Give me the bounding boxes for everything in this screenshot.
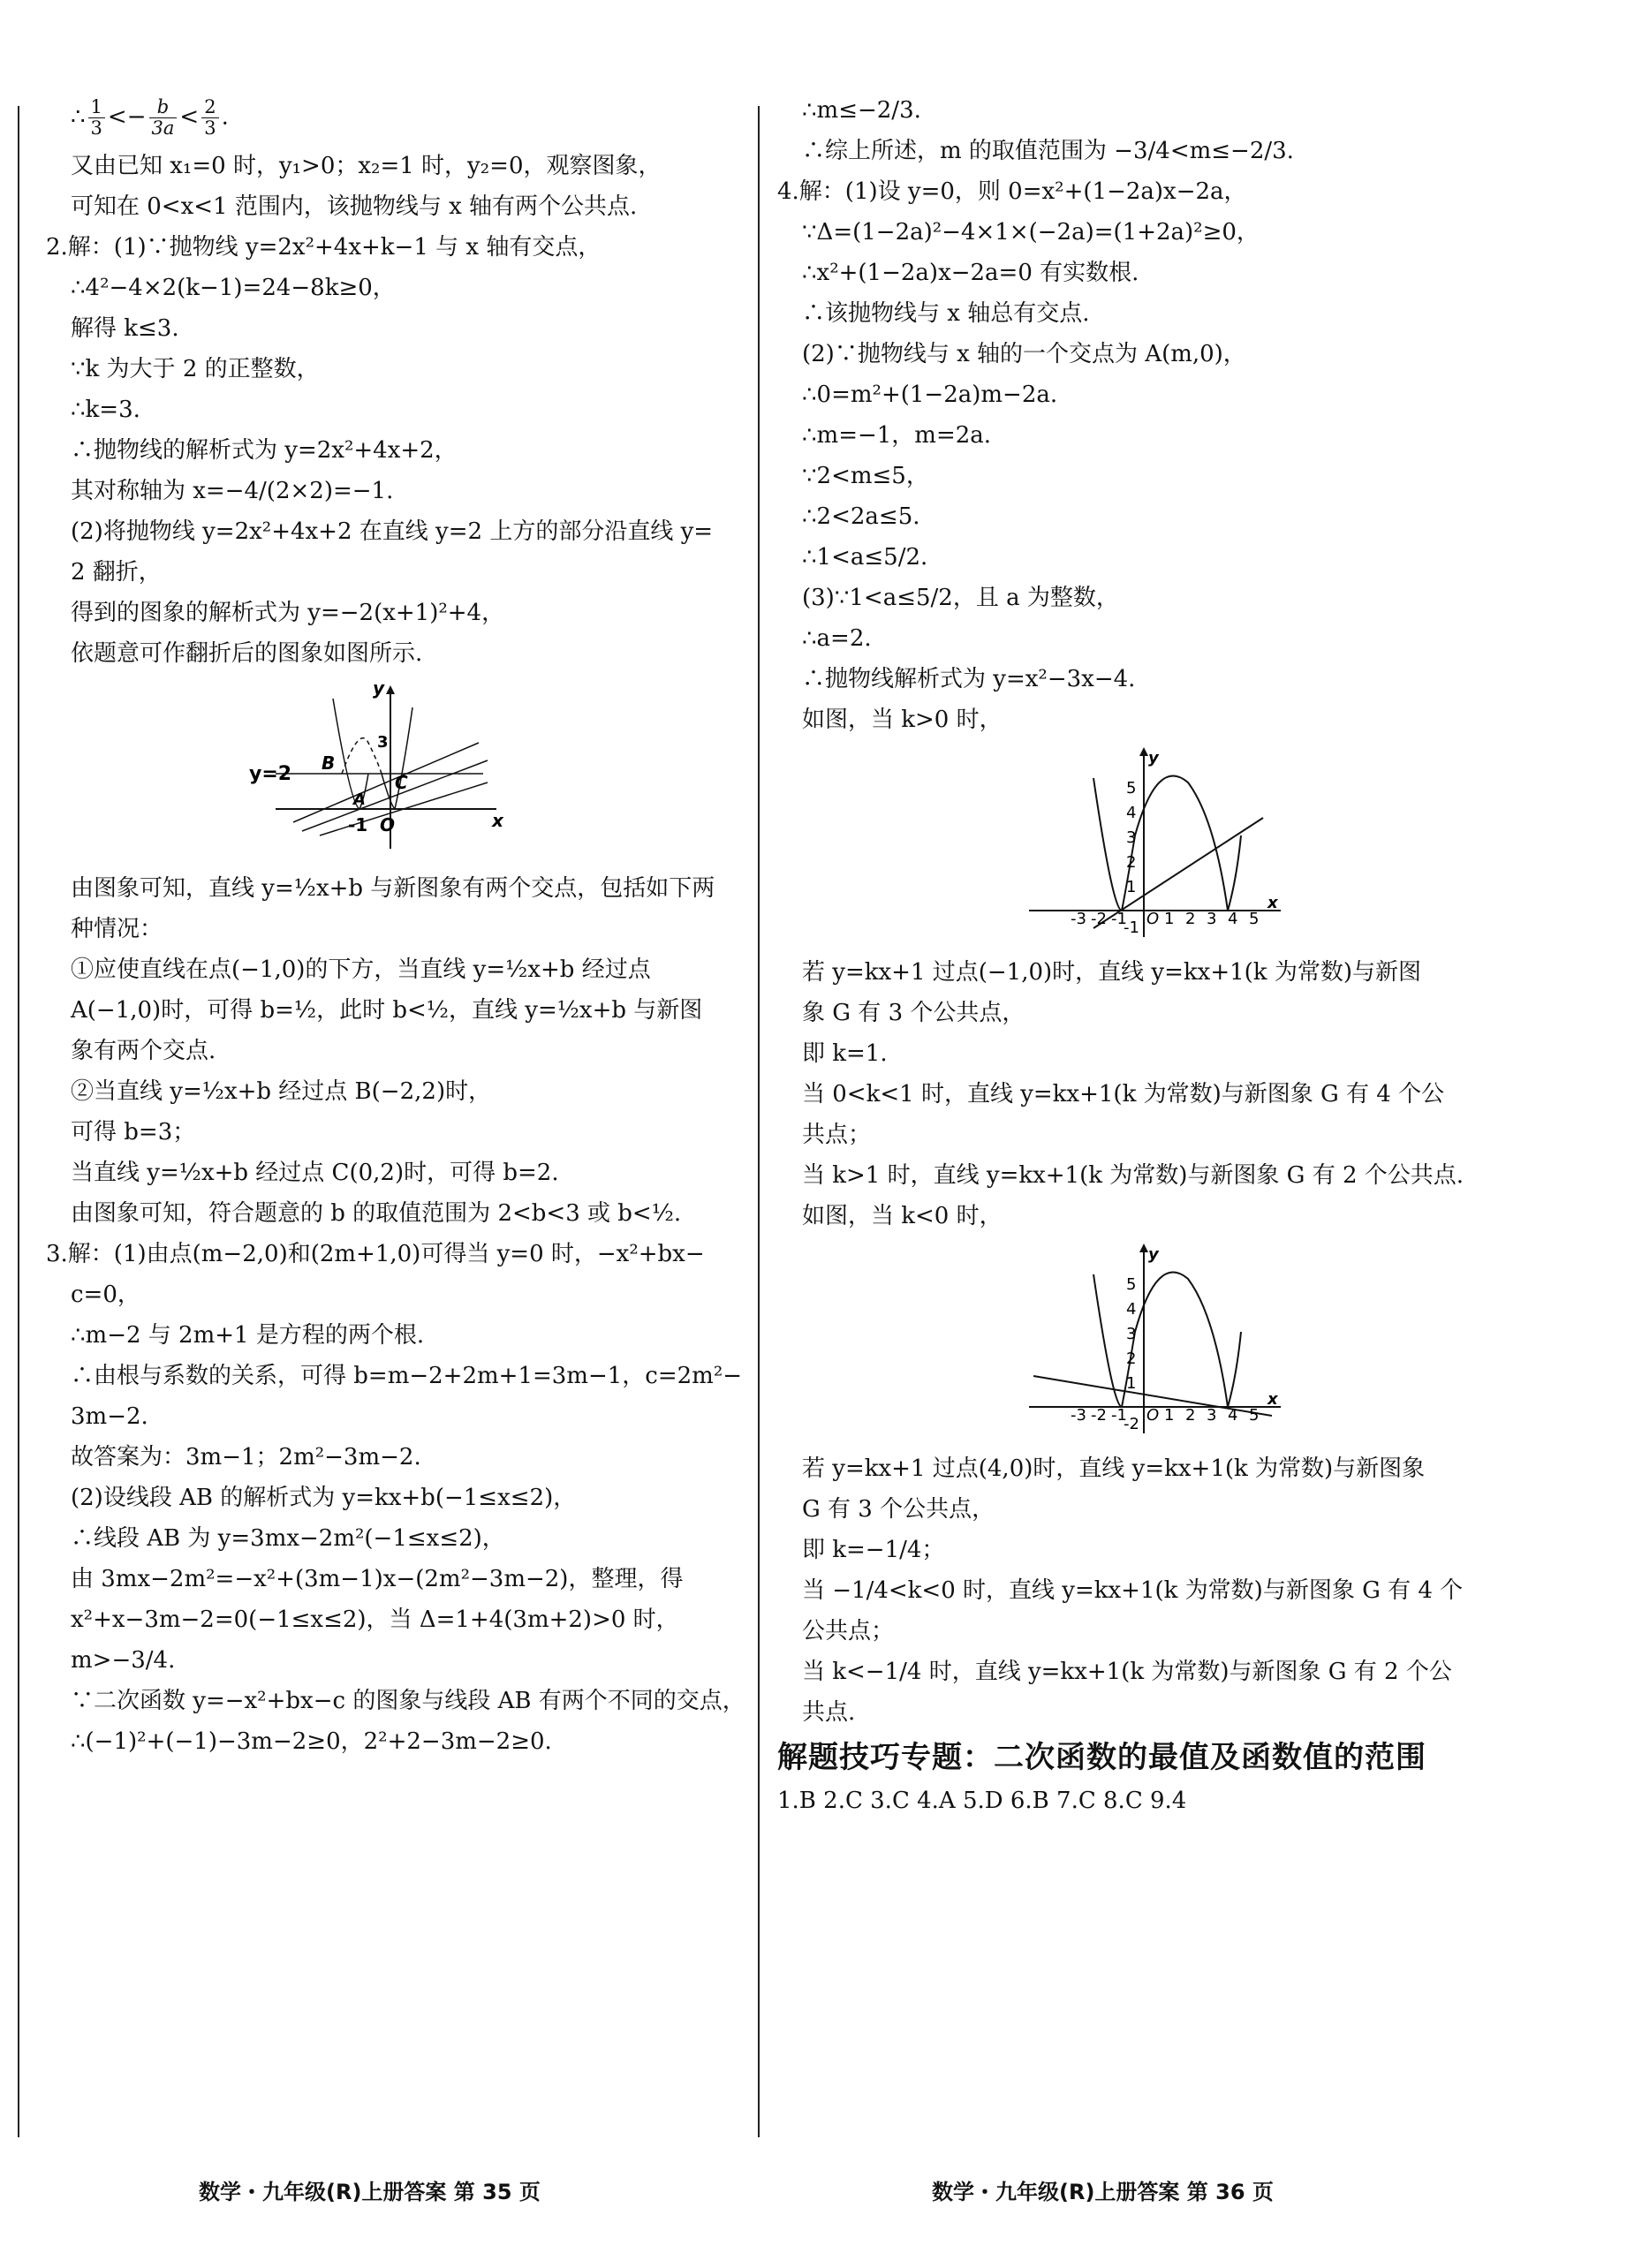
text-line: 可知在 0<x<1 范围内，该抛物线与 x 轴有两个公共点.: [71, 193, 638, 220]
text-line: 象 G 有 3 个公共点，: [802, 1000, 1025, 1026]
text-line: 即 k=1.: [802, 1040, 888, 1067]
text-line: ∴1<a≤5/2.: [802, 544, 928, 571]
text-line: 依题意可作翻折后的图象如图所示.: [71, 640, 423, 667]
tick-x: 1: [1164, 1406, 1175, 1425]
text-line: 若 y=kx+1 过点(−1,0)时，直线 y=kx+1(k 为常数)与新图: [802, 959, 1421, 986]
text-line: G 有 3 个公共点，: [802, 1496, 995, 1523]
tick-y: 5: [1126, 1275, 1137, 1294]
text-line: 又由已知 x₁=0 时，y₁>0；x₂=1 时，y₂=0，观察图象，: [71, 153, 662, 179]
text-line: 故答案为：3m−1；2m²−3m−2.: [71, 1444, 421, 1470]
text-line: 象有两个交点.: [71, 1038, 216, 1064]
text-line: ∵2<m≤5，: [802, 463, 929, 489]
tick-y: 1: [1126, 1374, 1137, 1393]
footer-right: 数学・九年级(R)上册答案 第 36 页: [932, 2180, 1274, 2204]
text-line: 当 k<−1/4 时，直线 y=kx+1(k 为常数)与新图象 G 有 2 个公: [802, 1659, 1452, 1685]
tick-x: O: [1146, 910, 1160, 928]
tick-y: 1: [1126, 878, 1137, 896]
tick-x: 5: [1249, 1406, 1260, 1425]
text-line: ∴综上所述，m 的取值范围为 −3/4<m≤−2/3.: [802, 138, 1294, 164]
tick-x: -3: [1071, 1406, 1086, 1425]
topic-title: 解题技巧专题：二次函数的最值及函数值的范围: [777, 1740, 1426, 1775]
text-line: ∴k=3.: [71, 397, 140, 423]
tick-y: 2: [1126, 1349, 1137, 1368]
label-c: C: [395, 772, 408, 793]
tick-y: -1: [1124, 919, 1139, 937]
text-line: ①应使直线在点(−1,0)的下方，当直线 y=½x+b 经过点: [71, 956, 651, 983]
tick-x: 3: [1207, 1406, 1217, 1425]
text-line: 2 翻折，: [71, 559, 162, 586]
text-line: 当 k>1 时，直线 y=kx+1(k 为常数)与新图象 G 有 2 个公共点.: [802, 1162, 1464, 1189]
tick-x: -2: [1091, 1406, 1107, 1425]
tick-x: 4: [1228, 910, 1238, 928]
text-line: 由 3mx−2m²=−x²+(3m−1)x−(2m²−3m−2)，整理，得: [71, 1566, 684, 1592]
text-line: 共点；: [802, 1122, 872, 1148]
text-line: 3m−2.: [71, 1403, 148, 1430]
text-line: (3)∵1<a≤5/2，且 a 为整数，: [802, 585, 1119, 611]
text-line: 公共点；: [802, 1618, 895, 1644]
text-line: ∴线段 AB 为 y=3mx−2m²(−1≤x≤2)，: [71, 1525, 505, 1552]
text-line: 可得 b=3；: [71, 1119, 196, 1145]
column-divider: [758, 106, 760, 2137]
tick-y: -2: [1124, 1415, 1139, 1433]
answer-line: 1.B 2.C 3.C 4.A 5.D 6.B 7.C 8.C 9.4: [777, 1788, 1187, 1814]
tick-x: O: [1146, 1406, 1160, 1425]
text-line: 当 −1/4<k<0 时，直线 y=kx+1(k 为常数)与新图象 G 有 4 个: [802, 1577, 1464, 1604]
tick-y: 4: [1126, 1300, 1137, 1319]
tick-y: 3: [1126, 828, 1137, 847]
text-line: 如图，当 k>0 时，: [802, 707, 1003, 733]
axis-x: x: [1267, 1390, 1278, 1409]
figure-folded-parabola: [249, 681, 514, 858]
text-line: 得到的图象的解析式为 y=−2(x+1)²+4，: [71, 600, 505, 626]
tick-x: 2: [1185, 1406, 1196, 1425]
text-line: ∴由根与系数的关系，可得 b=m−2+2m+1=3m−1，c=2m²−: [71, 1363, 743, 1389]
tick-x: 2: [1185, 910, 1196, 928]
right-column: [777, 97, 1510, 1828]
label-y: y: [373, 681, 385, 699]
text-line: ∴0=m²+(1−2a)m−2a.: [802, 382, 1058, 408]
text-line: (2)设线段 AB 的解析式为 y=kx+b(−1≤x≤2)，: [71, 1485, 577, 1511]
tick-y: 2: [1126, 853, 1137, 872]
text-line: ∴(−1)²+(−1)−3m−2≥0，2²+2−3m−2≥0.: [71, 1728, 552, 1755]
text-line: ∵二次函数 y=−x²+bx−c 的图象与线段 AB 有两个不同的交点，: [71, 1688, 745, 1714]
tick-x: 3: [1207, 910, 1217, 928]
text-line: ∵Δ=(1−2a)²−4×1×(−2a)=(1+2a)²≥0，: [802, 219, 1260, 246]
text-line: 当 0<k<1 时，直线 y=kx+1(k 为常数)与新图象 G 有 4 个公: [802, 1081, 1445, 1108]
tick-y: 5: [1126, 779, 1137, 798]
text-line: 解得 k≤3.: [71, 315, 179, 342]
label-x: x: [492, 810, 503, 831]
tick-x: -2: [1091, 910, 1107, 928]
label-a: A: [353, 790, 366, 809]
text-line: ∴m=−1，m=2a.: [802, 422, 992, 449]
text-line: (2)将抛物线 y=2x²+4x+2 在直线 y=2 上方的部分沿直线 y=: [71, 518, 714, 545]
text-line: ∴ $\frac{1}{3}$ <− $\frac{b}{3a}$ < $\frac{2}{3}$ .: [71, 96, 229, 139]
tick-y: 4: [1126, 804, 1137, 822]
label-b: B: [322, 752, 336, 774]
label-origin: O: [380, 814, 396, 835]
tick-x: 5: [1249, 910, 1260, 928]
label-neg1: -1: [348, 814, 368, 835]
text-line: ∴m≤−2/3.: [802, 97, 921, 124]
text-line: ②当直线 y=½x+b 经过点 B(−2,2)时，: [71, 1078, 492, 1105]
text-line: ∴该抛物线与 x 轴总有交点.: [802, 300, 1090, 327]
label-3: 3: [377, 733, 389, 752]
text-line: c=0，: [71, 1281, 140, 1308]
figure-k-negative: [1025, 1244, 1290, 1438]
text-line: m>−3/4.: [71, 1647, 176, 1674]
figure-k-positive: [1025, 747, 1290, 941]
text-line: A(−1,0)时，可得 b=½，此时 b<½，直线 y=½x+b 与新图: [71, 997, 703, 1024]
tick-y: 3: [1126, 1325, 1137, 1343]
text-line: 种情况：: [71, 916, 163, 942]
text-line: 其对称轴为 x=−4/(2×2)=−1.: [71, 478, 394, 504]
left-margin-rule: [18, 106, 19, 2137]
text-line: 即 k=−1/4；: [802, 1537, 945, 1563]
text-line: (2)∵抛物线与 x 轴的一个交点为 A(m,0)，: [802, 341, 1246, 367]
tick-x: 1: [1164, 910, 1175, 928]
text-line: 4.解：(1)设 y=0，则 0=x²+(1−2a)x−2a，: [777, 178, 1247, 205]
y2-label: y=2: [249, 763, 292, 785]
left-column: [46, 97, 753, 1769]
tick-x: -1: [1111, 910, 1127, 928]
text-line: ∴x²+(1−2a)x−2a=0 有实数根.: [802, 260, 1139, 286]
text-line: ∴4²−4×2(k−1)=24−8k≥0，: [71, 275, 396, 301]
footer-left: 数学・九年级(R)上册答案 第 35 页: [199, 2180, 541, 2204]
text-line: ∴抛物线解析式为 y=x²−3x−4.: [802, 666, 1136, 692]
text-line: 若 y=kx+1 过点(4,0)时，直线 y=kx+1(k 为常数)与新图象: [802, 1455, 1426, 1482]
tick-x: 4: [1228, 1406, 1238, 1425]
text-line: 当直线 y=½x+b 经过点 C(0,2)时，可得 b=2.: [71, 1160, 559, 1186]
text-line: 共点.: [802, 1699, 856, 1726]
axis-y: y: [1148, 1245, 1159, 1264]
text-line: ∴抛物线的解析式为 y=2x²+4x+2，: [71, 437, 458, 464]
text-line: 如图，当 k<0 时，: [802, 1203, 1003, 1229]
text-line: ∴m−2 与 2m+1 是方程的两个根.: [71, 1322, 425, 1349]
text-line: 由图象可知，直线 y=½x+b 与新图象有两个交点，包括如下两: [71, 875, 715, 902]
text-line: ∴2<2a≤5.: [802, 503, 920, 530]
tick-x: -3: [1071, 910, 1086, 928]
text-line: ∴a=2.: [802, 625, 872, 652]
axis-x: x: [1267, 894, 1278, 912]
text-line: 3.解：(1)由点(m−2,0)和(2m+1,0)可得当 y=0 时，−x²+bx−: [46, 1241, 705, 1267]
axis-y: y: [1148, 749, 1159, 767]
text-line: 2.解：(1)∵抛物线 y=2x²+4x+k−1 与 x 轴有交点，: [46, 234, 602, 261]
text-line: x²+x−3m−2=0(−1≤x≤2)，当 Δ=1+4(3m+2)>0 时，: [71, 1606, 679, 1633]
tick-x: -1: [1111, 1406, 1127, 1425]
text-line: 由图象可知，符合题意的 b 的取值范围为 2<b<3 或 b<½.: [71, 1200, 682, 1227]
text-line: ∵k 为大于 2 的正整数，: [71, 356, 320, 382]
